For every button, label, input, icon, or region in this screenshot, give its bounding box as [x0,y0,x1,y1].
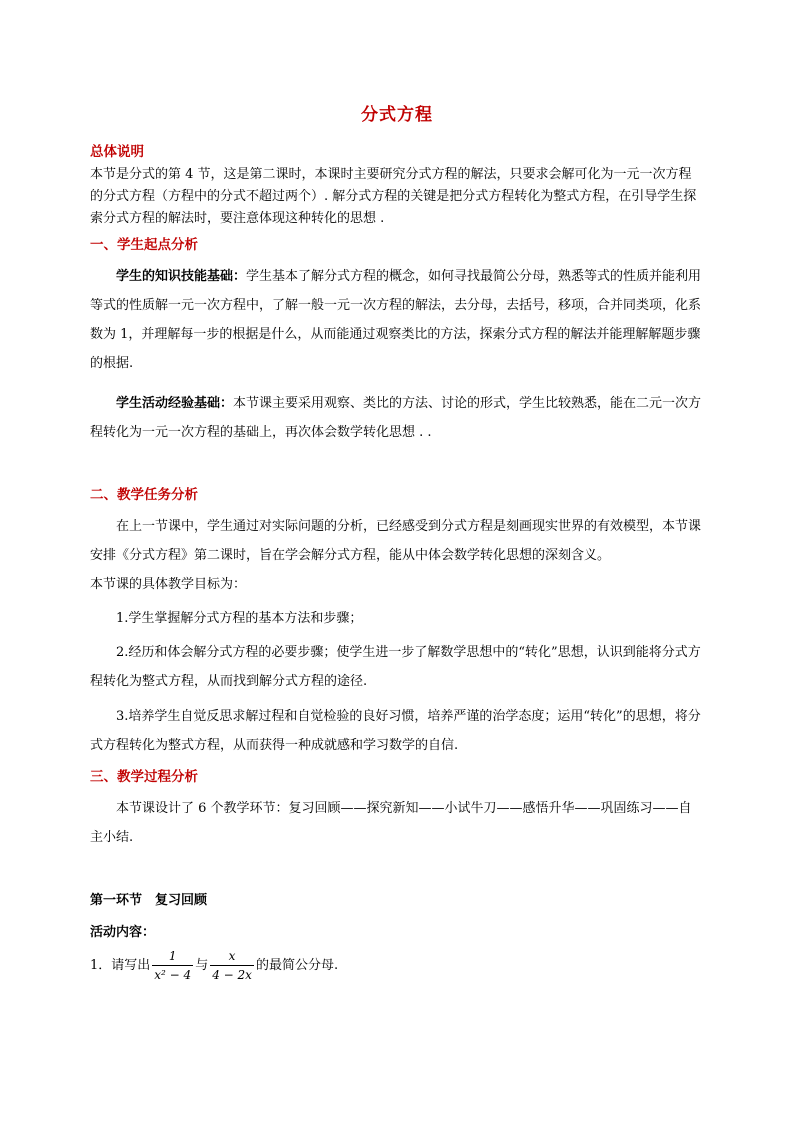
question-1 [90,946,704,986]
question-prefix: 1．请写出 [90,958,151,973]
section1-paragraph-2 [90,389,704,447]
section3-heading: 三、教学过程分析 [90,769,198,785]
teaching-goal-1: 1.学生掌握解分式方程的基本方法和步骤； [116,611,363,626]
activity-label: 活动内容： [90,925,156,940]
fraction-2-numerator: x [228,949,236,963]
fraction-2-denominator: 4 − 2x [210,965,254,982]
section2-paragraph-2: 本节课的具体教学目标为： [90,577,247,592]
overview-heading: 总体说明 [90,144,144,160]
section3-paragraph-1: 本节课设计了 6 个教学环节：复习回顾——探究新知——小试牛刀——感悟升华——巩固练习——自主小结. [90,801,692,845]
fraction-1-denominator: x² − 4 [152,965,193,982]
question-suffix: 的最简公分母. [255,958,339,973]
section1-paragraph-1 [90,262,704,378]
knowledge-text: 学生基本了解分式方程的概念，如何寻找最简公分母，熟悉等式的性质并能利用等式的性质解一元一次方程中，了解一般一元一次方程的解法，去分母，去括号，移项，合并同类项，化系数为 1，并理解每一步的根据是什么，从而能通过观察类比的方法，探索分式方程的解法并能理解解题步骤的根据. [90,269,702,371]
fraction-1-numerator: 1 [168,949,177,963]
overview-text: 本节是分式的第 4 节，这是第二课时，本课时主要研究分式方程的解法，只要求会解可化为一元一次方程的分式方程（方程中的分式不超过两个）. 解分式方程的关键是把分式方程转化为整式方程，在引导学生探索分式方程的解法时，要注意体现这种转化的思想 . [90,167,697,226]
experience-label: 学生活动经验基础： [116,396,234,411]
teaching-goal-3: 3.培养学生自觉反思求解过程和自觉检验的良好习惯，培养严谨的治学态度；运用“转化”的思想，将分式方程转化为整式方程，从而获得一种成就感和学习数学的自信. [90,709,701,753]
experience-text: 本节课主要采用观察、类比的方法、讨论的形式，学生比较熟悉，能在二元一次方程转化为一元一次方程的基础上，再次体会数学转化思想 . . [90,396,702,440]
section2-paragraph-1: 在上一节课中，学生通过对实际问题的分析，已经感受到分式方程是刻画现实世界的有效模型，本节课安排《分式方程》第二课时，旨在学会解分式方程，能从中体会数学转化思想的深刻含义。 [90,519,702,563]
question-mid: 与 [195,958,209,973]
section1-heading: 一、学生起点分析 [90,237,198,253]
section2-heading: 二、教学任务分析 [90,487,198,503]
knowledge-label: 学生的知识技能基础： [116,269,247,284]
page-title: 分式方程 [361,105,433,125]
step1-heading: 第一环节 复习回顾 [90,893,208,908]
teaching-goal-2: 2.经历和体会解分式方程的必要步骤；使学生进一步了解数学思想中的“转化”思想，认识到能将分式方程转化为整式方程，从而找到解分式方程的途径. [90,645,701,689]
fraction-2 [210,949,254,982]
fraction-1 [152,949,193,982]
